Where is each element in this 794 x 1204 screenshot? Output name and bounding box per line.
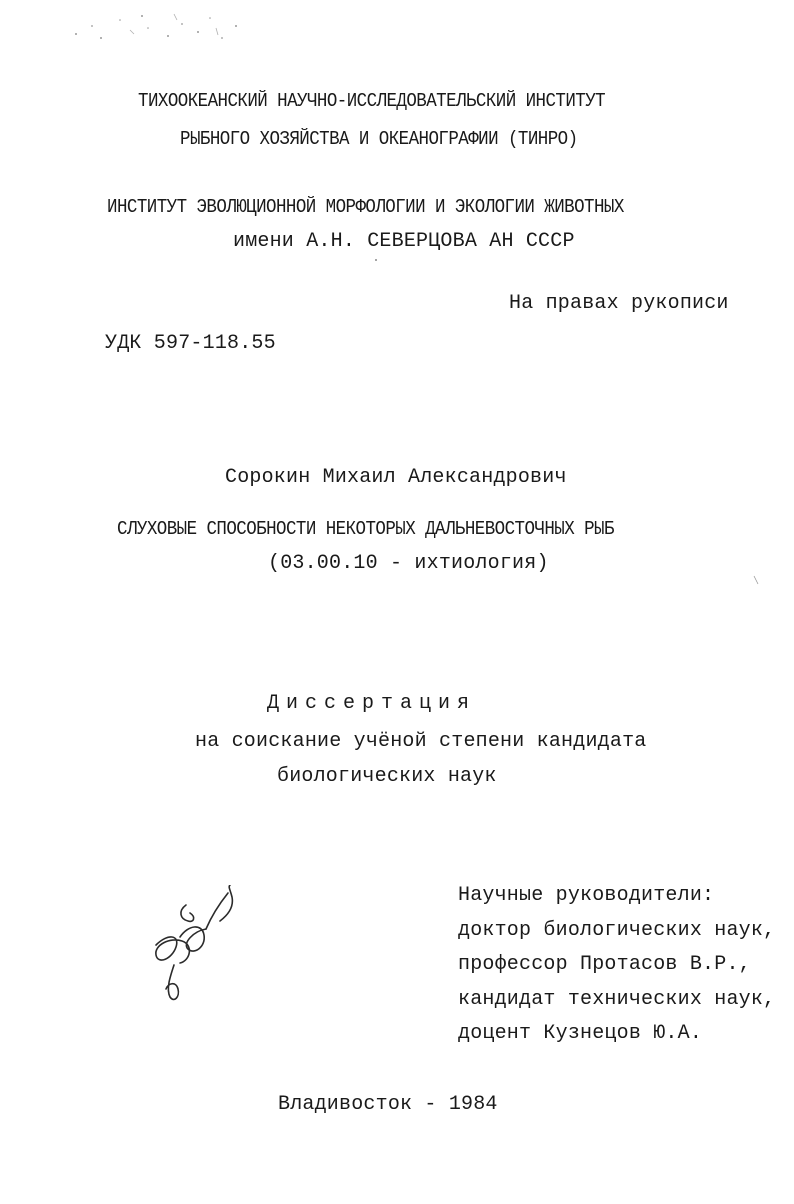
supervisor-1-name: профессор Протасов В.Р., xyxy=(458,953,751,976)
institution-tinro-line-2: РЫБНОГО ХОЗЯЙСТВА И ОКЕАНОГРАФИИ (ТИНРО) xyxy=(180,128,578,150)
scan-specks xyxy=(70,8,270,48)
author-name: Сорокин Михаил Александрович xyxy=(225,466,567,489)
degree-line: на соискание учёной степени кандидата xyxy=(195,730,647,753)
dissertation-title: СЛУХОВЫЕ СПОСОБНОСТИ НЕКОТОРЫХ ДАЛЬНЕВОСТОЧНЫХ РЫБ xyxy=(117,518,614,540)
manuscript-note: На правах рукописи xyxy=(509,292,729,315)
supervisor-2-degree: кандидат технических наук, xyxy=(458,988,776,1011)
degree-field: биологических наук xyxy=(277,765,497,788)
institution-ieme-line-2: имени А.Н. СЕВЕРЦОВА АН СССР xyxy=(233,230,575,253)
supervisor-1-degree: доктор биологических наук, xyxy=(458,919,776,942)
udk-code: УДК 597-118.55 xyxy=(105,332,276,355)
scan-dot xyxy=(374,258,378,262)
supervisors-heading: Научные руководители: xyxy=(458,884,715,907)
handwritten-signature-icon xyxy=(150,885,250,1015)
document-type-heading: Диссертация xyxy=(267,692,477,715)
specialty-code: (03.00.10 - ихтиология) xyxy=(268,552,549,575)
institution-tinro-line-1: ТИХООКЕАНСКИЙ НАУЧНО-ИССЛЕДОВАТЕЛЬСКИЙ ИНСТИТУТ xyxy=(138,90,606,112)
city-year: Владивосток - 1984 xyxy=(278,1093,498,1116)
institution-ieme-line-1: ИНСТИТУТ ЭВОЛЮЦИОННОЙ МОРФОЛОГИИ И ЭКОЛОГИИ ЖИВОТНЫХ xyxy=(107,196,624,218)
supervisor-2-name: доцент Кузнецов Ю.А. xyxy=(458,1022,703,1045)
scan-mark xyxy=(752,574,762,588)
